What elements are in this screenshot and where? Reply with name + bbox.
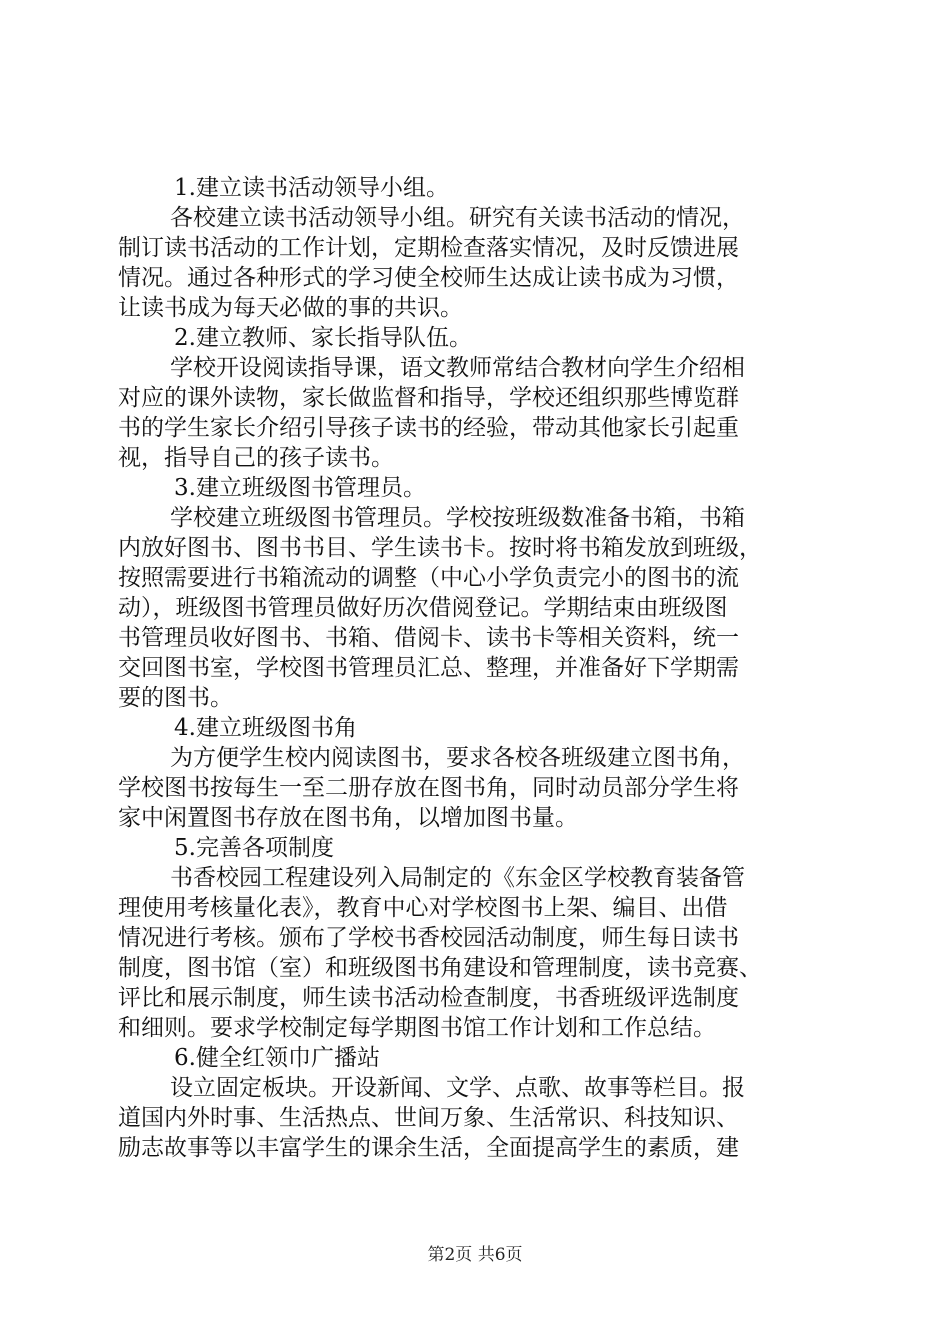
page-footer: 第2页 共6页 [427, 1245, 523, 1265]
paragraph-line: 理使用考核量化表》，教育中心对学校图书上架、编目、出借 [118, 895, 728, 921]
section-heading-3: 3.建立班级图书管理员。 [174, 475, 426, 501]
paragraph-line: 动），班级图书管理员做好历次借阅登记。学期结束由班级图 [118, 595, 728, 621]
paragraph-line: 让读书成为每天必做的事的共识。 [118, 295, 463, 321]
paragraph-line: 励志故事等以丰富学生的课余生活，全面提高学生的素质，建 [118, 1135, 739, 1161]
paragraph-line: 书香校园工程建设列入局制定的《东金区学校教育装备管 [170, 865, 745, 891]
paragraph-line: 情况进行考核。颁布了学校书香校园活动制度，师生每日读书 [118, 925, 739, 951]
paragraph-line: 内放好图书、图书书目、学生读书卡。按时将书箱发放到班级， [118, 535, 762, 561]
paragraph-line: 各校建立读书活动领导小组。研究有关读书活动的情况， [170, 205, 745, 231]
paragraph-line: 情况。通过各种形式的学习使全校师生达成让读书成为习惯， [118, 265, 739, 291]
section-heading-2: 2.建立教师、家长指导队伍。 [174, 325, 472, 351]
paragraph-line: 学校开设阅读指导课，语文教师常结合教材向学生介绍相 [170, 355, 745, 381]
paragraph-line: 制订读书活动的工作计划，定期检查落实情况，及时反馈进展 [118, 235, 739, 261]
paragraph-line: 书的学生家长介绍引导孩子读书的经验，带动其他家长引起重 [118, 415, 739, 441]
section-heading-1: 1.建立读书活动领导小组。 [174, 175, 449, 201]
paragraph-line: 和细则。要求学校制定每学期图书馆工作计划和工作总结。 [118, 1015, 716, 1041]
document-body [118, 173, 834, 1163]
paragraph-line: 学校图书按每生一至二册存放在图书角，同时动员部分学生将 [118, 775, 739, 801]
paragraph-line: 对应的课外读物，家长做监督和指导，学校还组织那些博览群 [118, 385, 739, 411]
paragraph-line: 视，指导自己的孩子读书。 [118, 445, 394, 471]
paragraph-line: 为方便学生校内阅读图书，要求各校各班级建立图书角， [170, 745, 745, 771]
section-heading-6: 6.健全红领巾广播站 [174, 1045, 380, 1071]
paragraph-line: 学校建立班级图书管理员。学校按班级数准备书箱，书箱 [170, 505, 745, 531]
paragraph-line: 设立固定板块。开设新闻、文学、点歌、故事等栏目。报 [170, 1075, 745, 1101]
paragraph-line: 交回图书室，学校图书管理员汇总、整理，并准备好下学期需 [118, 655, 739, 681]
paragraph-line: 制度，图书馆（室）和班级图书角建设和管理制度，读书竞赛、 [118, 955, 762, 981]
section-heading-4: 4.建立班级图书角 [174, 715, 357, 741]
paragraph-line: 书管理员收好图书、书箱、借阅卡、读书卡等相关资料，统一 [118, 625, 739, 651]
section-heading-5: 5.完善各项制度 [174, 835, 334, 861]
paragraph-line: 要的图书。 [118, 685, 233, 711]
paragraph-line: 道国内外时事、生活热点、世间万象、生活常识、科技知识、 [118, 1105, 739, 1131]
paragraph-line: 家中闲置图书存放在图书角，以增加图书量。 [118, 805, 578, 831]
paragraph-line: 评比和展示制度，师生读书活动检查制度，书香班级评选制度 [118, 985, 739, 1011]
paragraph-line: 按照需要进行书箱流动的调整（中心小学负责完小的图书的流 [118, 565, 739, 591]
